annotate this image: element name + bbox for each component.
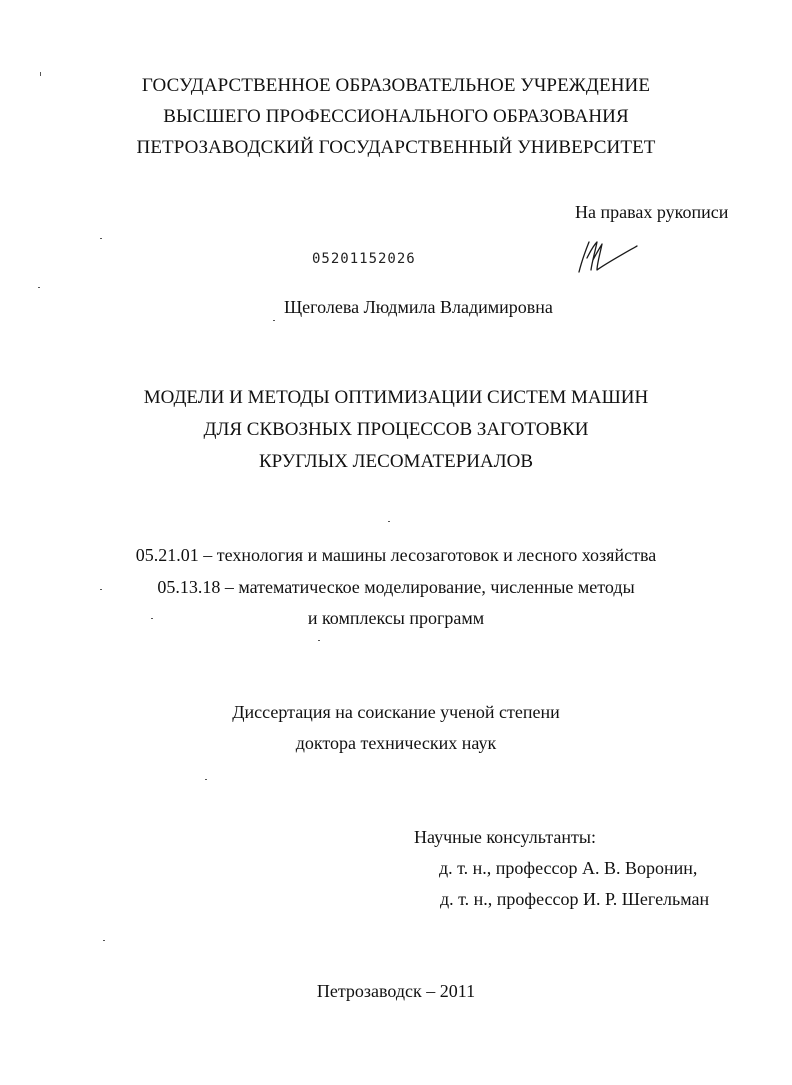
dissertation-line-2: доктора технических наук	[295, 733, 497, 753]
specialty-line-3: и комплексы программ	[307, 608, 485, 628]
signature-mark	[575, 238, 645, 278]
place-year: Петрозаводск – 2011	[316, 981, 476, 1001]
scan-speck	[103, 940, 105, 941]
author-name: Щеголева Людмила Владимировна	[284, 297, 553, 317]
specialty-line-2: 05.13.18 – математическое моделирование, численные методы	[157, 577, 635, 597]
title-line-1: МОДЕЛИ И МЕТОДЫ ОПТИМИЗАЦИИ СИСТЕМ МАШИН	[143, 387, 649, 408]
scan-speck	[205, 779, 207, 780]
manuscript-note: На правах рукописи	[575, 202, 729, 222]
document-code: 05201152026	[312, 251, 416, 267]
scan-speck	[40, 72, 41, 76]
scan-speck	[318, 640, 320, 641]
institution-line-1: ГОСУДАРСТВЕННОЕ ОБРАЗОВАТЕЛЬНОЕ УЧРЕЖДЕНИЕ	[141, 75, 651, 96]
institution-line-2: ВЫСШЕГО ПРОФЕССИОНАЛЬНОГО ОБРАЗОВАНИЯ	[163, 106, 629, 127]
consultant-item: д. т. н., профессор И. Р. Шегельман	[440, 889, 710, 909]
title-line-2: ДЛЯ СКВОЗНЫХ ПРОЦЕССОВ ЗАГОТОВКИ	[203, 419, 589, 440]
scan-speck	[100, 238, 102, 239]
scan-speck	[100, 589, 102, 590]
specialty-line-1: 05.21.01 – технология и машины лесозаготовок и лесного хозяйства	[135, 545, 657, 565]
scan-speck	[151, 618, 153, 619]
scan-speck	[273, 320, 275, 321]
institution-line-3: ПЕТРОЗАВОДСКИЙ ГОСУДАРСТВЕННЫЙ УНИВЕРСИТЕТ	[136, 137, 656, 158]
scan-speck	[38, 287, 40, 288]
consultant-item: д. т. н., профессор А. В. Воронин,	[439, 858, 698, 878]
consultants-heading: Научные консультанты:	[414, 827, 596, 847]
title-line-3: КРУГЛЫХ ЛЕСОМАТЕРИАЛОВ	[258, 451, 534, 472]
dissertation-line-1: Диссертация на соискание ученой степени	[232, 702, 560, 722]
scan-speck	[388, 521, 390, 522]
